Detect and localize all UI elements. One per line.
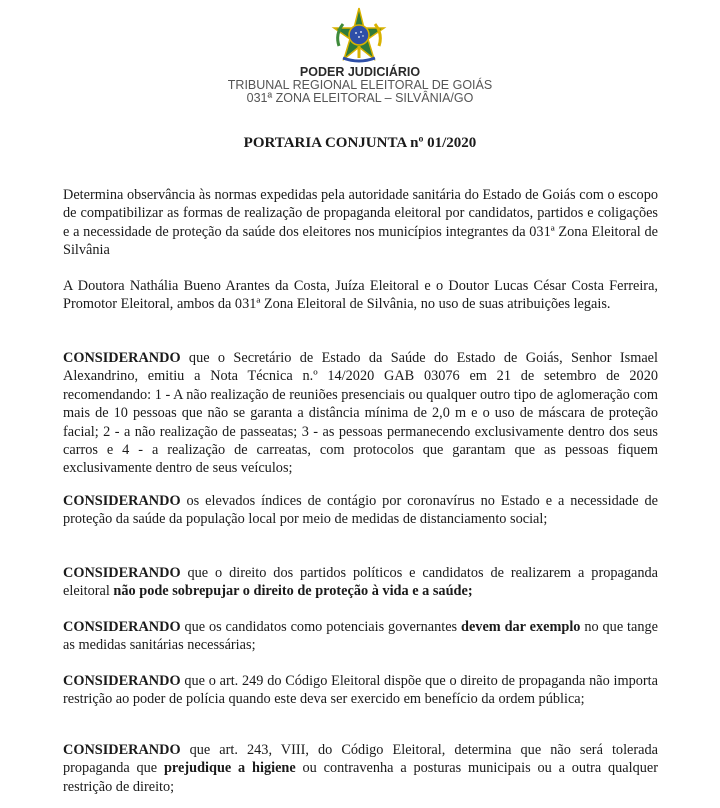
considerando-lead: CONSIDERANDO	[63, 619, 181, 635]
document-title: PORTARIA CONJUNTA nº 01/2020	[243, 135, 477, 151]
header-tribunal: TRIBUNAL REGIONAL ELEITORAL DE GOIÁS	[227, 78, 493, 92]
considerando-paragraph-3: CONSIDERANDO que o direito dos partidos políticos e candidatos de realizarem a propaganda eleitoral não pode sobrepujar o direito de proteção à vida e a saúde;	[63, 565, 658, 600]
considerando-lead: CONSIDERANDO	[63, 673, 181, 689]
considerando-lead: CONSIDERANDO	[63, 565, 181, 581]
header-electoral-zone: 031ª ZONA ELEITORAL – SILVÂNIA/GO	[246, 91, 474, 105]
considerando-paragraph-6: CONSIDERANDO que art. 243, VIII, do Código Eleitoral, determina que não será tolerada propaganda que prejudique a higiene ou contravenha a posturas municipais ou a outra qualquer restrição de direito;	[63, 742, 658, 795]
considerando-paragraph-5: CONSIDERANDO que o art. 249 do Código Eleitoral dispõe que o direito de propaganda não importa restrição ao poder de polícia quando este deva ser exercido em benefício da ordem pública;	[63, 673, 658, 708]
considerando-paragraph-2: CONSIDERANDO os elevados índices de contágio por coronavírus no Estado e a necessidade de proteção da saúde da população local por meio de medidas de distanciamento social;	[63, 493, 658, 528]
considerando-lead: CONSIDERANDO	[63, 742, 181, 758]
header-court-power: PODER JUDICIÁRIO	[299, 65, 421, 79]
considerando-lead: CONSIDERANDO	[63, 350, 181, 366]
coat-of-arms-icon	[329, 6, 389, 66]
considerando-lead: CONSIDERANDO	[63, 493, 181, 509]
considerando-paragraph-1: CONSIDERANDO que o Secretário de Estado da Saúde do Estado de Goiás, Senhor Ismael Alexandrino, emitiu a Nota Técnica n.º 14/2020 GAB 03076 em 21 de setembro de 2020 recomendando: 1 - A não realização de reuniões presenciais ou qualquer outro tipo de aglomeração com mais de 10 pessoas que não se garanta a distância mínima de 2,0 m e o uso de máscara de proteção facial; 2 - a não realização de passeatas; 3 - as pessoas permanecendo exclusivamente dentro dos seus carros e 4 - a realização de carreatas, com protocolos que garantam que as pessoas fiquem exclusivamente dentro de seus veículos;	[63, 350, 658, 477]
considerando-paragraph-4: CONSIDERANDO que os candidatos como potenciais governantes devem dar exemplo no que tange as medidas sanitárias necessárias;	[63, 619, 658, 654]
preamble-paragraph: A Doutora Nathália Bueno Arantes da Costa, Juíza Eleitoral e o Doutor Lucas César Costa Ferreira, Promotor Eleitoral, ambos da 031ª Zona Eleitoral de Silvânia, no uso de suas atribuições legais.	[63, 278, 658, 313]
ementa-paragraph: Determina observância às normas expedidas pela autoridade sanitária do Estado de Goiás com o escopo de compatibilizar as formas de realização de propaganda eleitoral por candidatos, partidos e coligações e a necessidade de proteção da saúde dos eleitores nos municípios integrantes da 031ª Zona Eleitoral de Silvânia	[63, 187, 658, 259]
